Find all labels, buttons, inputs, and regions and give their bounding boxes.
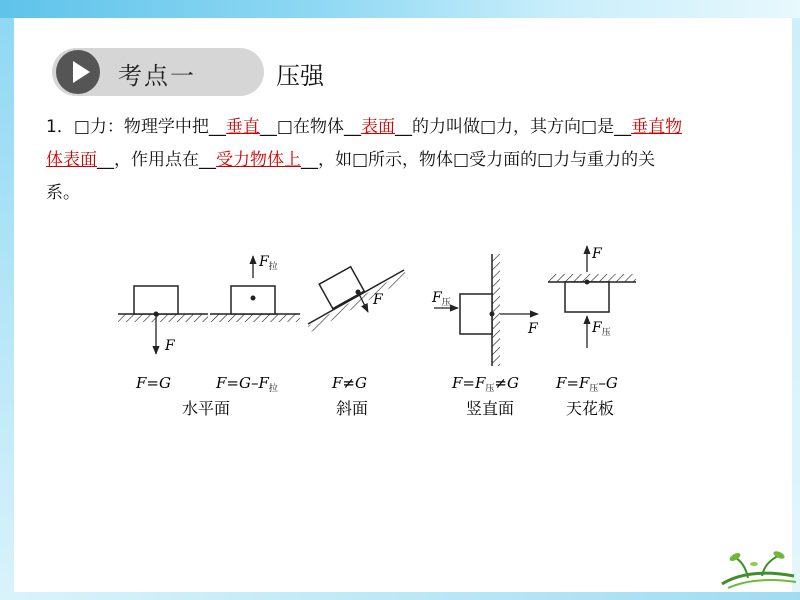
caption-ceiling: 天花板 (566, 399, 615, 418)
svg-text:F压 (591, 320, 611, 338)
contact-point (490, 312, 495, 317)
force-label: F (592, 246, 602, 262)
contact-point (585, 280, 590, 285)
para-text-3: __的力叫做□力，其方向□是__ (394, 117, 632, 137)
force-label: F (528, 321, 538, 337)
block-center (251, 296, 256, 301)
svg-text:F拉 (258, 254, 278, 272)
ceiling-hatch (548, 274, 636, 282)
svg-text:F压 (431, 290, 451, 308)
section-label: 考点一 (118, 62, 196, 90)
formula-ceiling-sub: 压 (589, 384, 599, 394)
section-title: 压强 (276, 62, 324, 90)
wall-hatch (492, 254, 500, 366)
force-label: F (165, 338, 175, 354)
svg-text:F=F压≠G (451, 374, 519, 394)
answer-blank-1: 垂直 (225, 117, 260, 137)
horizontal-surface-panel (118, 286, 208, 354)
top-decor-band (0, 0, 800, 18)
vertical-wall-panel (431, 254, 539, 366)
ground-hatch (210, 314, 300, 322)
answer-blank-3: 垂直物体表面 (46, 117, 683, 170)
formula-horizontal-pull-sub: 拉 (268, 384, 278, 394)
press-force-label: F (432, 290, 442, 306)
para-text-1: 1．□力：物理学中把__ (46, 117, 226, 137)
pull-force-subscript: 拉 (268, 262, 278, 272)
svg-text:F=G–F拉 (215, 374, 278, 394)
block (460, 294, 492, 334)
answer-blank-4: 受力物体上 (216, 150, 301, 170)
formula-ceiling: F=F (556, 374, 590, 392)
svg-text:F=F压–G (555, 374, 618, 394)
pull-force-label: F (259, 254, 269, 270)
formula-vertical-sub: 压 (485, 384, 495, 394)
block (565, 282, 609, 312)
force-label: F (373, 292, 383, 308)
grass-sprout-icon (718, 548, 798, 596)
play-triangle-icon (73, 61, 90, 83)
para-text-2: __□在物体__ (259, 117, 361, 137)
formula-horizontal: F=G (136, 374, 171, 392)
incline-panel (308, 267, 408, 332)
caption-vertical: 竖直面 (466, 399, 515, 418)
contact-point (154, 312, 159, 317)
formula-vertical: F=F (452, 374, 486, 392)
contact-point (356, 290, 361, 295)
caption-incline: 斜面 (336, 399, 369, 418)
ground-hatch (118, 314, 208, 322)
caption-horizontal: 水平面 (182, 399, 231, 418)
formula-horizontal-pull: F=G–F (216, 374, 269, 392)
bottom-decor-band (14, 592, 800, 600)
definition-paragraph (46, 111, 686, 210)
formula-vertical-tail: ≠G (494, 374, 519, 392)
left-decor-strip (0, 18, 14, 600)
right-decor-strip (792, 18, 800, 600)
para-text-4: __，作用点在__ (97, 150, 216, 170)
formula-incline: F≠G (332, 374, 367, 392)
press-force-subscript: 压 (601, 328, 611, 338)
answer-blank-2: 表面 (360, 117, 395, 137)
block (134, 286, 178, 314)
pressure-force-diagram (110, 236, 650, 426)
press-force-subscript: 压 (441, 298, 451, 308)
para-text-5: __，如□所示，物体□受力面的□力与重力的关系。 (46, 150, 656, 203)
press-force-label: F (592, 320, 602, 336)
ceiling-panel (548, 246, 636, 348)
horizontal-pull-panel (210, 254, 300, 322)
formula-ceiling-tail: –G (598, 374, 618, 392)
